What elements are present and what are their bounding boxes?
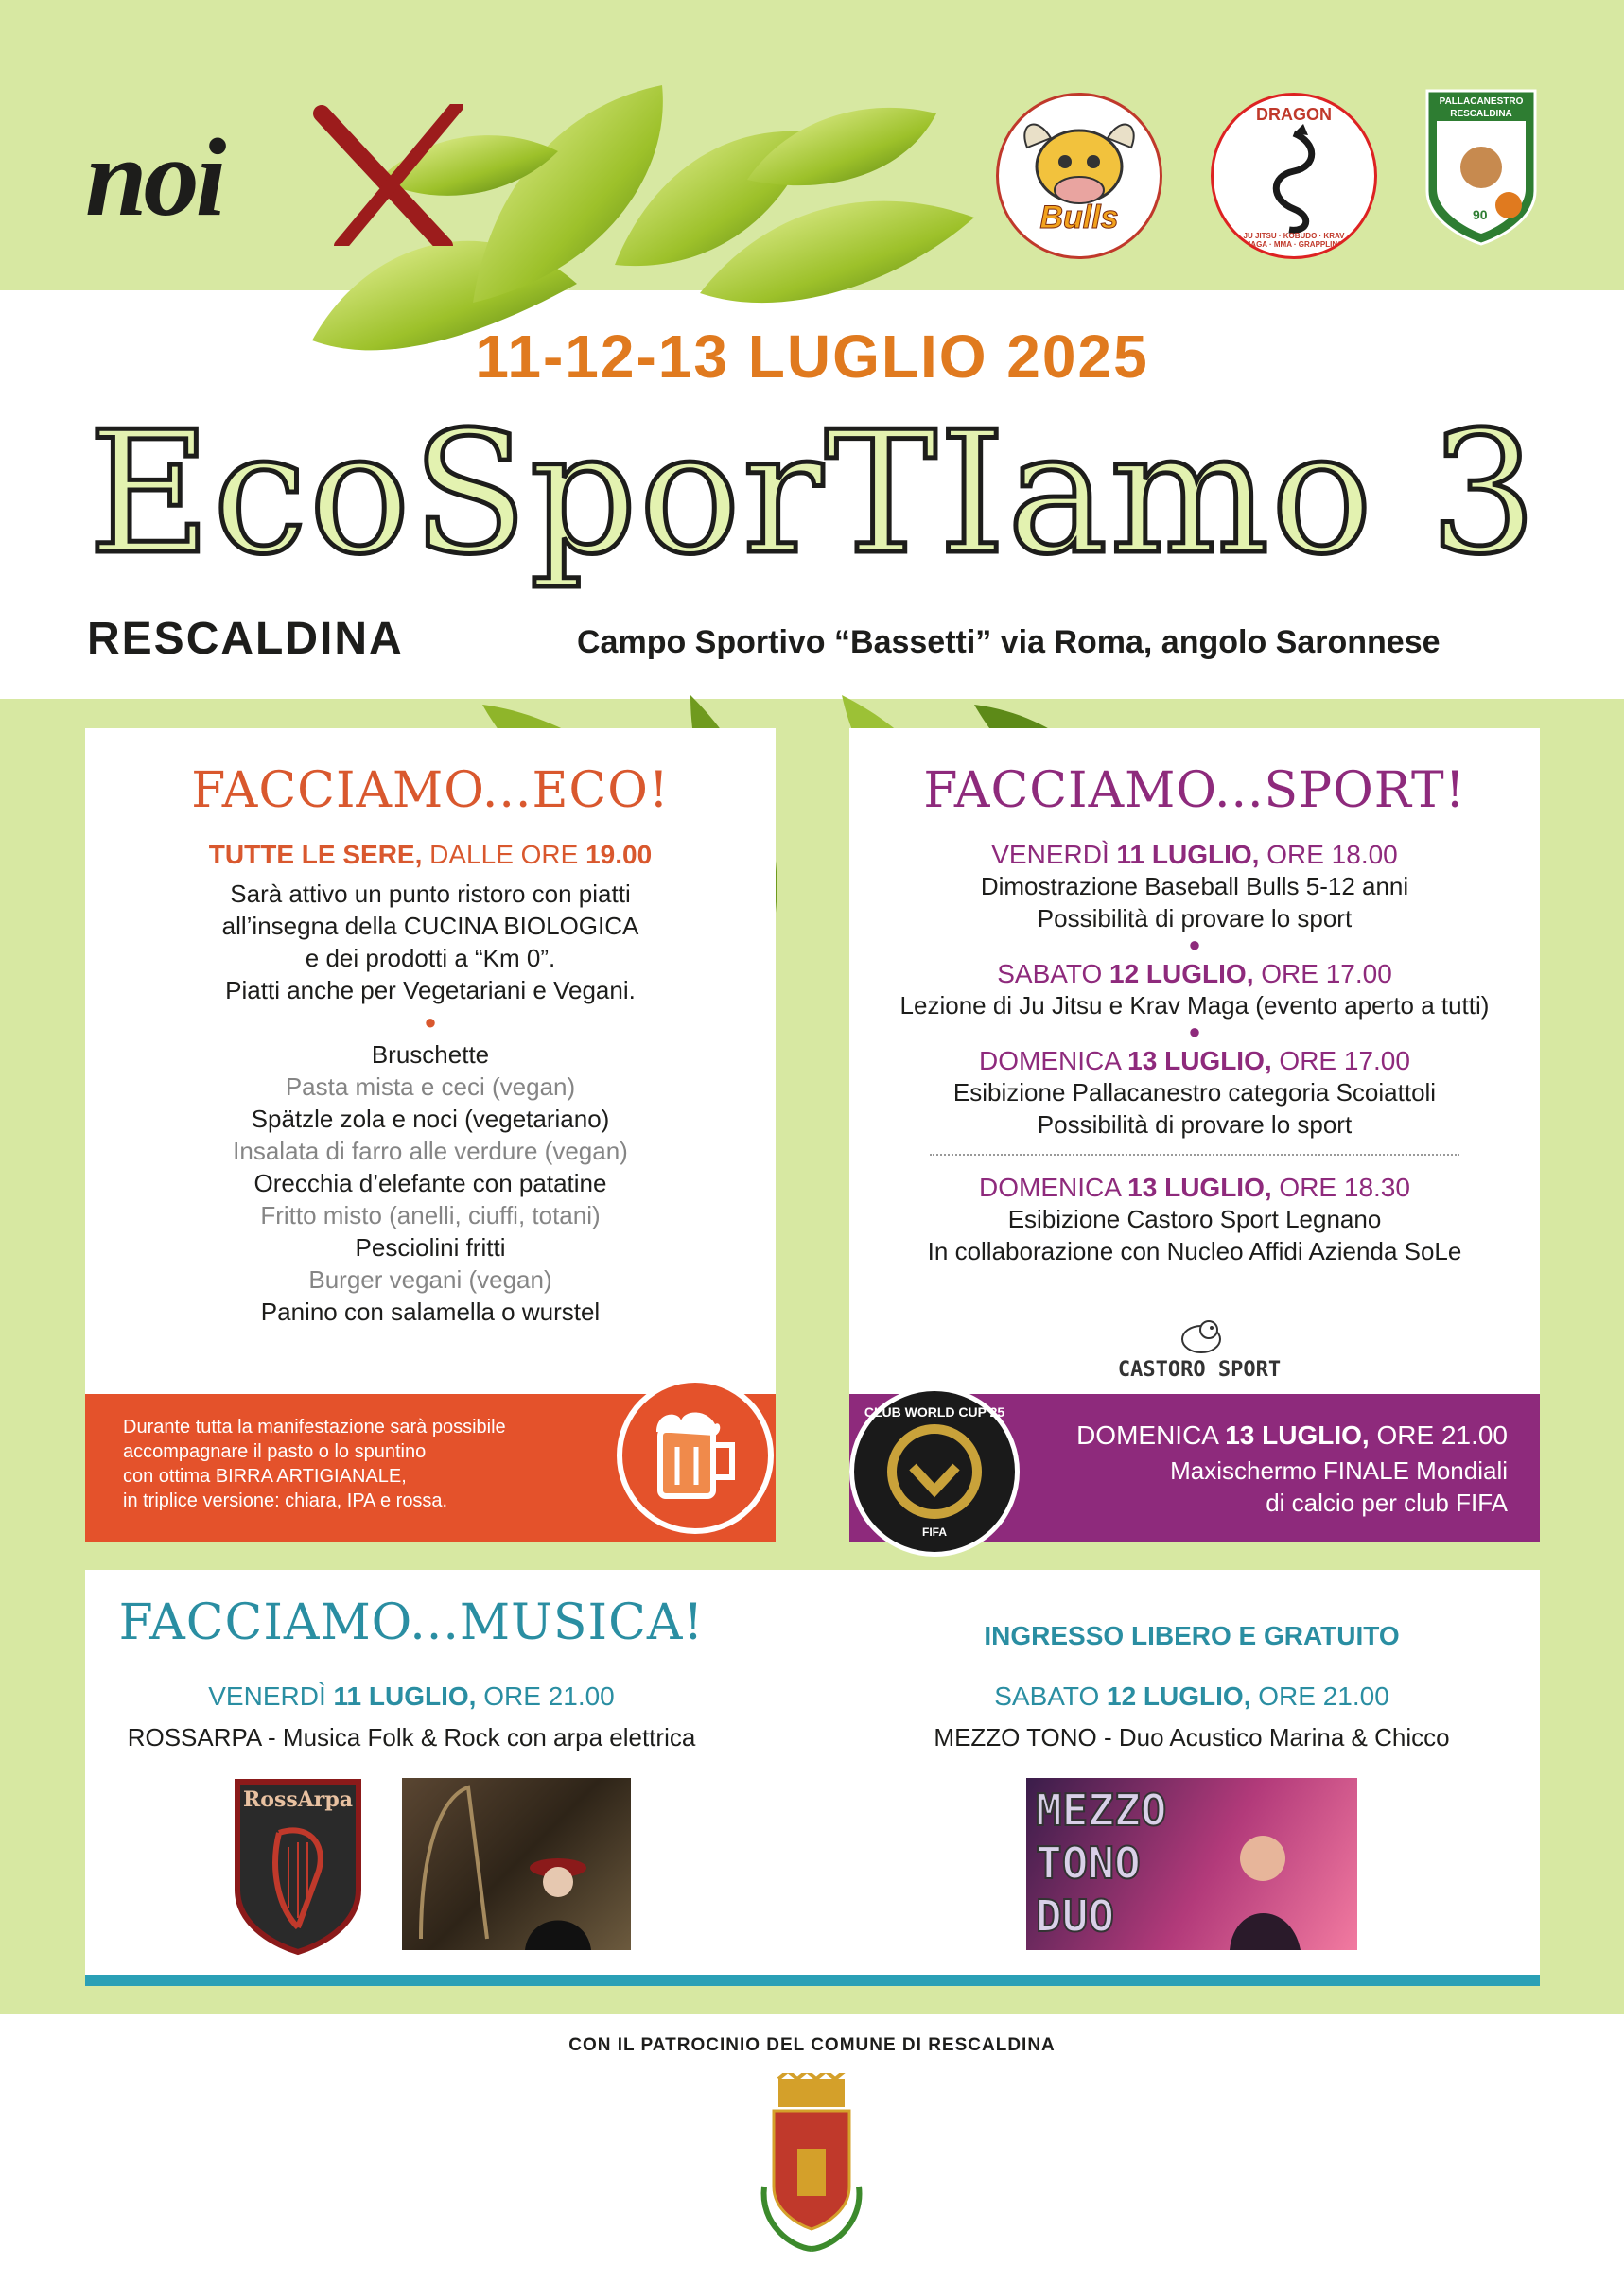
event-time: ORE 17.00 [1271,1046,1410,1075]
event-date: 11 LUGLIO, [333,1682,477,1711]
noix-logo [85,104,397,246]
eco-intro [85,878,776,1006]
menu-item: Pasta mista e ceci (vegan) [285,1072,576,1101]
event-line: Maxischermo FINALE Mondiali [1170,1456,1508,1485]
event-line: Esibizione Pallacanestro categoria Scoiattoli [952,1078,1437,1107]
beer-line: accompagnare il pasto o lo spuntino [123,1441,427,1462]
noix-logo-text: noi [85,115,223,239]
bulls-logo-text: Bulls [1039,200,1119,235]
castoro-logo-text: CASTORO SPORT [1117,1358,1282,1382]
event-day: DOMENICA [1076,1420,1226,1450]
event-day: VENERDÌ [208,1682,334,1711]
singer-icon [1026,1778,1357,1950]
event-date: 13 LUGLIO, [1127,1173,1272,1202]
divider [930,1154,1459,1156]
sport-event-desc [849,1203,1540,1267]
sport-event-desc [849,989,1540,1021]
menu-item: Bruschette [371,1040,490,1069]
eco-when-rest: DALLE ORE [422,840,586,869]
event-day: DOMENICA [979,1173,1128,1202]
dragon-logo-title: DRAGON [1256,105,1332,124]
event-line: di calcio per club FIFA [1266,1489,1508,1517]
rescaldina-coat-of-arms-icon [745,2073,878,2253]
sport-event-date [849,840,1540,870]
event-date: 11 LUGLIO, [1116,840,1260,869]
sport-heading: FACCIAMO...SPORT! [923,762,1466,819]
menu-item: Panino con salamella o wurstel [260,1298,601,1326]
event-title: EcoSporTIamo 3 [88,395,1539,591]
fifa-final-text [1076,1420,1508,1519]
menu-item: Orecchia d’elefante con patatine [253,1169,607,1197]
music-left-date [85,1682,738,1712]
photo-text-line: MEZZO [1036,1785,1167,1836]
event-dates: 11-12-13 LUGLIO 2025 [475,322,1149,391]
event-date: 12 LUGLIO, [1109,959,1254,988]
event-time: ORE 18.30 [1271,1173,1410,1202]
menu-item: Burger vegani (vegan) [308,1265,552,1294]
bullet-dot: ● [1188,932,1201,956]
bulls-logo [996,93,1162,259]
rossarpa-logo-text: RossArpa [242,1787,354,1812]
menu-item: Pesciolini fritti [355,1233,506,1262]
event-day: VENERDÌ [991,840,1117,869]
eco-intro-line: e dei prodotti a “Km 0”. [305,944,556,972]
footer [0,2014,1624,2283]
badge-top-text: CLUB WORLD CUP 25 [864,1404,1005,1420]
sport-event-desc [849,870,1540,934]
event-time: ORE 21.00 [476,1682,615,1711]
free-entry: INGRESSO LIBERO E GRATUITO [984,1621,1400,1650]
bullet-dot: ● [1188,1020,1201,1043]
event-day: SABATO [997,959,1109,988]
event-line: Lezione di Ju Jitsu e Krav Maga (evento aperto a tutti) [899,991,1490,1020]
sport-event-date [849,1046,1540,1076]
club-world-cup-badge [849,1386,1020,1557]
photo-text-line: TONO [1036,1838,1141,1889]
event-day: DOMENICA [979,1046,1128,1075]
beer-line: con ottima BIRRA ARTIGIANALE, [123,1466,407,1487]
eco-intro-line: Sarà attivo un punto ristoro con piatti [230,880,631,908]
event-time: ORE 21.00 [1369,1420,1508,1450]
menu-item: Spätzle zola e noci (vegetariano) [251,1105,610,1133]
pallacanestro-logo [1423,87,1539,248]
dragon-logo [1211,93,1377,259]
music-right-desc: MEZZO TONO - Duo Acustico Marina & Chicco [934,1723,1450,1751]
mezzotono-photo [1026,1778,1357,1950]
menu-item: Fritto misto (anelli, ciuffi, totani) [260,1201,601,1229]
dragon-logo-arc: JU JITSU · KOBUDO · KRAV MAGA · MMA · GRAPPLING [1243,232,1345,249]
sport-event-desc [849,1076,1540,1141]
music-right-date [861,1682,1523,1712]
beer-line: Durante tutta la manifestazione sarà possibile [123,1417,506,1438]
event-date: 12 LUGLIO, [1107,1682,1251,1711]
event-line: Possibilità di provare lo sport [1037,1110,1353,1139]
sport-event-date [849,1173,1540,1203]
eco-when-bold: TUTTE LE SERE, [208,840,423,869]
event-line: Dimostrazione Baseball Bulls 5-12 anni [980,872,1409,900]
badge-bottom-text: FIFA [922,1525,947,1539]
photo-text-line: DUO [1036,1891,1115,1942]
red-x-icon [303,104,463,246]
music-left-desc: ROSSARPA - Musica Folk & Rock con arpa elettrica [127,1723,696,1751]
svg-text:90: 90 [1473,207,1488,222]
fifa-final-date [1076,1420,1508,1451]
beer-line: in triplice versione: chiara, IPA e rossa. [123,1490,448,1511]
beer-strip [85,1394,776,1542]
beaver-icon [1173,1315,1230,1354]
event-time: ORE 21.00 [1250,1682,1389,1711]
event-date: 13 LUGLIO, [1225,1420,1370,1450]
eco-intro-line: all’insegna della CUCINA BIOLOGICA [221,912,639,940]
event-venue: Campo Sportivo “Bassetti” via Roma, angolo Saronnese [577,624,1441,660]
event-line: In collaborazione con Nucleo Affidi Azienda SoLe [927,1237,1462,1265]
menu-item: Insalata di farro alle verdure (vegan) [233,1137,628,1165]
event-line: Esibizione Castoro Sport Legnano [1007,1205,1382,1233]
pallacanestro-logo-bottom: RESCALDINA [1450,109,1512,119]
beer-text [123,1415,506,1513]
event-time: ORE 18.00 [1259,840,1398,869]
patronage-text: CON IL PATROCINIO DEL COMUNE DI RESCALDINA [568,2035,1056,2055]
event-line: Possibilità di provare lo sport [1037,904,1353,932]
event-date: 13 LUGLIO, [1127,1046,1272,1075]
music-bottom-bar [85,1975,1540,1986]
bullet-dot: ● [424,1010,437,1034]
eco-heading: FACCIAMO...ECO! [191,762,670,819]
event-time: ORE 17.00 [1253,959,1392,988]
rossarpa-photo [402,1778,631,1950]
eco-when-time: 19.00 [585,840,653,869]
eco-intro-line: Piatti anche per Vegetariani e Vegani. [225,976,636,1004]
event-day: SABATO [994,1682,1107,1711]
eco-when [85,840,776,870]
beer-mug-icon [617,1377,774,1534]
sport-event-date [849,959,1540,989]
castoro-logo [1114,1315,1284,1390]
pallacanestro-logo-top: PALLACANESTRO [1439,96,1524,107]
event-town: RESCALDINA [87,614,404,664]
rossarpa-logo [232,1776,364,1956]
music-heading: FACCIAMO...MUSICA! [118,1595,705,1651]
music-panel [85,1570,1540,1986]
eco-menu [85,1038,776,1328]
